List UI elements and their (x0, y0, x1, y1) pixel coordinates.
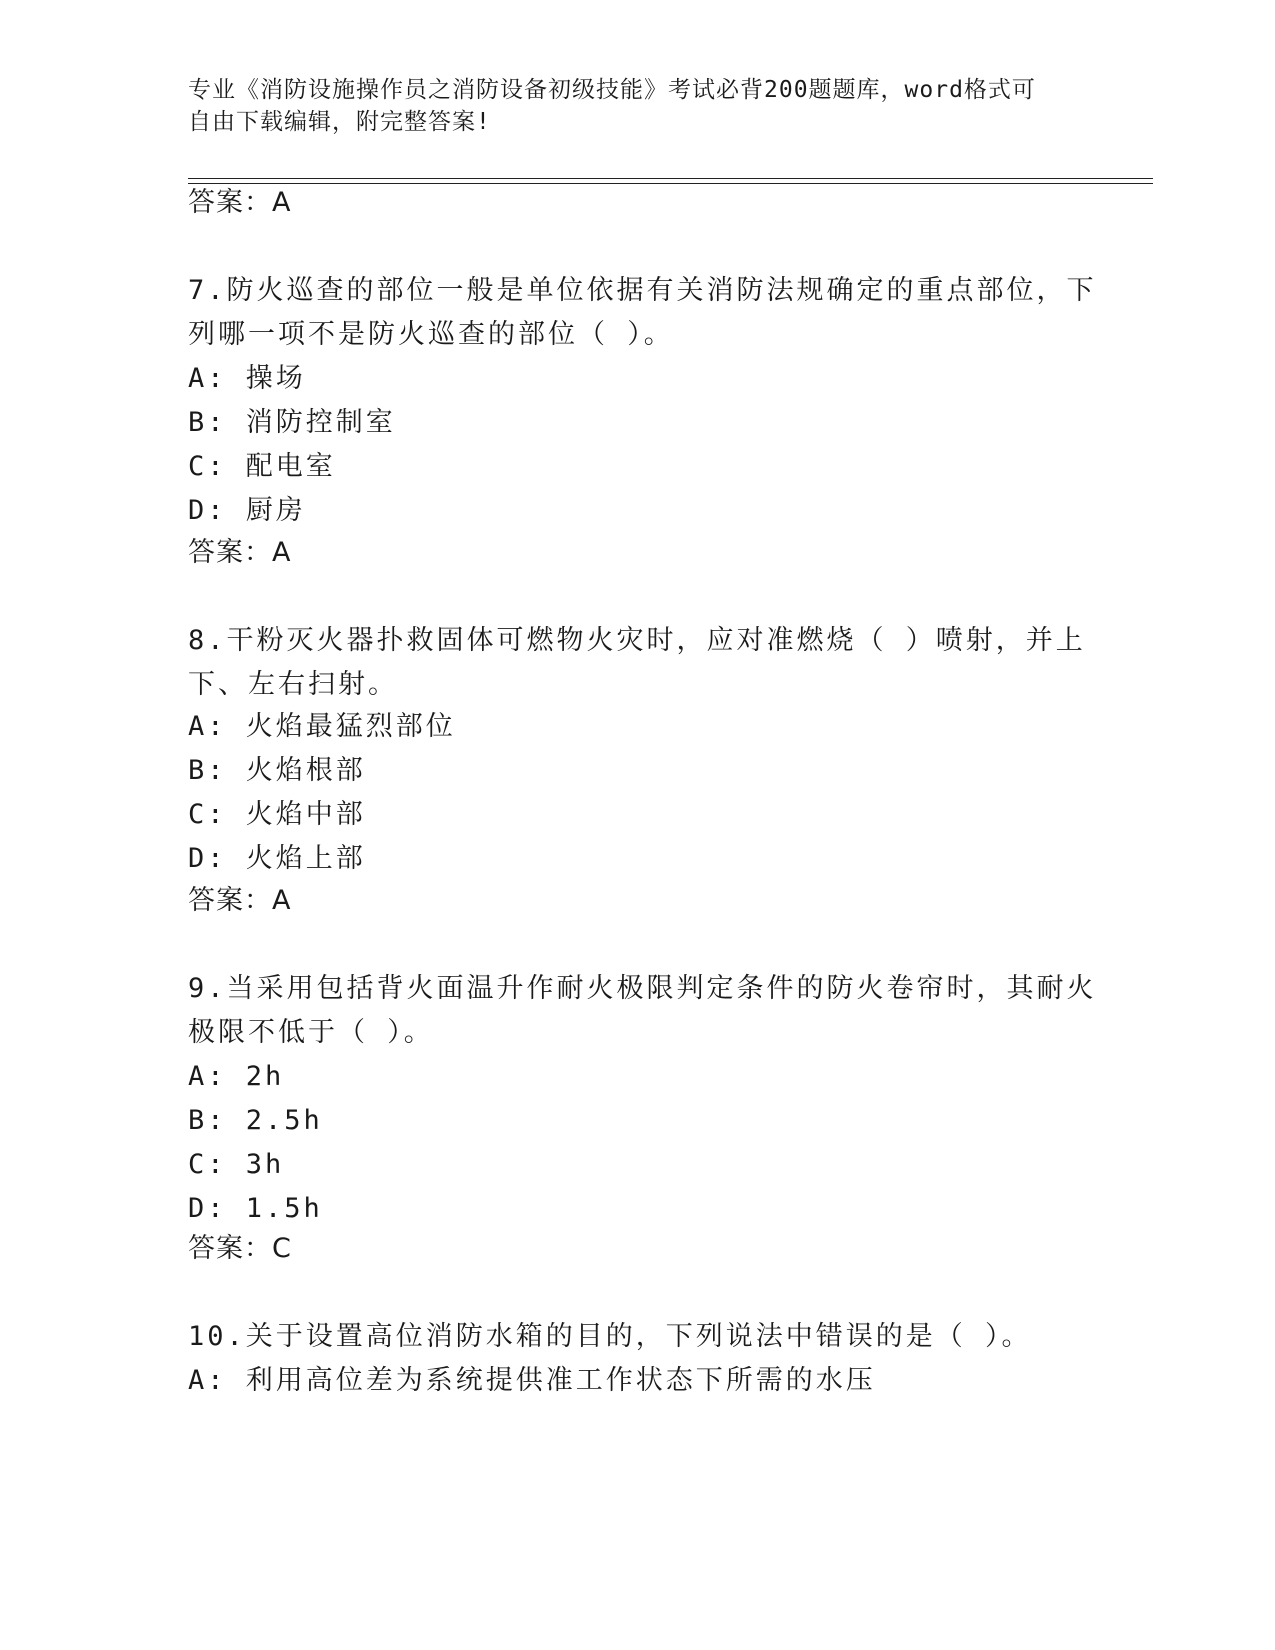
question-8-stem-line-2: 下、左右扫射。 (188, 669, 398, 700)
question-8-option-d: D: 火焰上部 (188, 843, 366, 874)
question-8-option-b: B: 火焰根部 (188, 755, 366, 786)
previous-answer: 答案：A (188, 187, 292, 218)
question-9-stem-line-2: 极限不低于（ ）。 (188, 1017, 434, 1048)
question-8-stem-line-1: 8.干粉灭火器扑救固体可燃物火灾时，应对准燃烧（ ）喷射，并上 (188, 625, 1086, 656)
question-7-option-b: B: 消防控制室 (188, 407, 396, 438)
header-divider-top (188, 178, 1153, 179)
question-7-option-a: A: 操场 (188, 363, 306, 394)
question-8-option-a: A: 火焰最猛烈部位 (188, 711, 456, 742)
question-9-stem-line-1: 9.当采用包括背火面温升作耐火极限判定条件的防火卷帘时，其耐火 (188, 973, 1097, 1004)
question-9-option-c: C: 3h (188, 1149, 285, 1180)
question-10-option-a: A: 利用高位差为系统提供准工作状态下所需的水压 (188, 1365, 876, 1396)
question-7-stem-line-1: 7.防火巡查的部位一般是单位依据有关消防法规确定的重点部位，下 (188, 275, 1097, 306)
header-line-2: 自由下载编辑，附完整答案! (188, 109, 491, 135)
question-7-stem-line-2: 列哪一项不是防火巡查的部位（ ）。 (188, 319, 674, 350)
question-8-option-c: C: 火焰中部 (188, 799, 366, 830)
header-divider-bottom (188, 183, 1153, 184)
question-9-answer: 答案：C (188, 1233, 292, 1264)
question-9-option-a: A: 2h (188, 1061, 285, 1092)
question-7-option-c: C: 配电室 (188, 451, 336, 482)
question-7-option-d: D: 厨房 (188, 495, 306, 526)
document-header (188, 74, 1068, 138)
question-9-option-d: D: 1.5h (188, 1193, 323, 1224)
question-10-stem-line-1: 10.关于设置高位消防水箱的目的，下列说法中错误的是（ ）。 (188, 1321, 1032, 1352)
question-8-answer: 答案：A (188, 885, 292, 916)
header-line-1: 专业《消防设施操作员之消防设备初级技能》考试必背200题题库，word格式可 (188, 77, 1036, 103)
question-9-option-b: B: 2.5h (188, 1105, 323, 1136)
question-7-answer: 答案：A (188, 537, 292, 568)
